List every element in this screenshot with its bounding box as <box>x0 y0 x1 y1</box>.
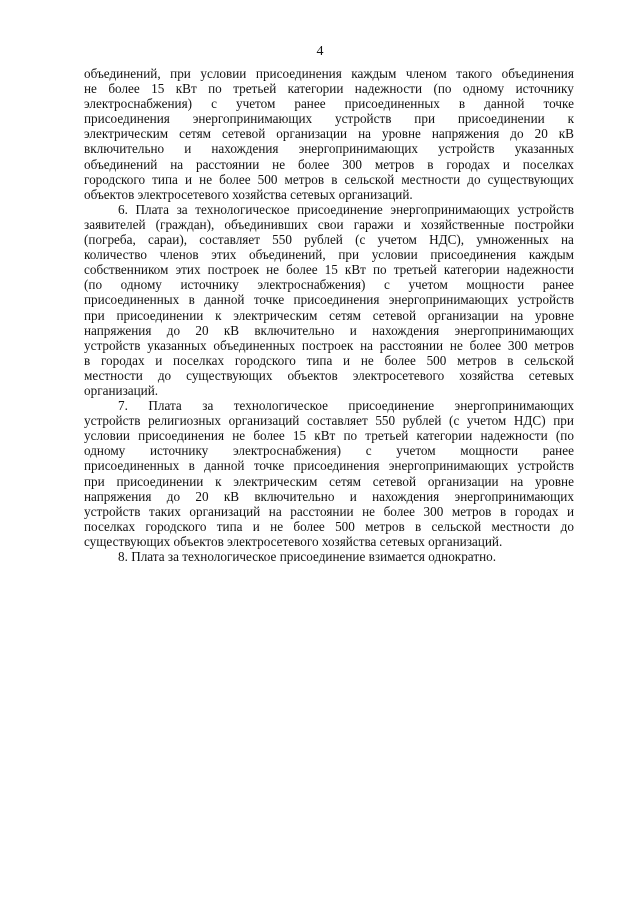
text-line: присоединенных в данной точке присоединения энергопринимающих устройств <box>84 292 574 308</box>
text-line: объединений, при условии присоединения каждым членом такого объединения <box>84 66 574 81</box>
text-line: существующих объектов электросетевого хозяйства сетевых организаций. <box>84 533 503 549</box>
text-line: собственником этих построек не более 15 кВт по третьей категории надежности <box>84 262 574 278</box>
text-line: 8. Плата за технологическое присоединение взимается однократно. <box>118 549 497 564</box>
text-line: не более 15 кВт по третьей категории надежности (по одному источнику <box>84 81 574 97</box>
page-number: 4 <box>316 44 324 59</box>
text-line: городского типа и не более 500 метров в сельской местности до существующих <box>84 171 574 187</box>
text-line: при присоединении к электрическим сетям сетевой организации на уровне <box>84 307 574 323</box>
text-line: заявителей (граждан), объединивших свои гаражи и хозяйственные постройки <box>84 216 574 232</box>
text-line: 6. Плата за технологическое присоединение энергопринимающих устройств <box>118 201 574 217</box>
document-body <box>84 66 574 564</box>
text-line: устройств указанных объединенных построек на расстоянии не более 300 метров <box>84 337 574 353</box>
text-line: присоединенных в данной точке присоединения энергопринимающих устройств <box>84 458 574 474</box>
text-line: объектов электросетевого хозяйства сетевых организаций. <box>84 186 413 202</box>
text-line: присоединения энергопринимающих устройств при присоединении к <box>84 111 574 127</box>
text-line: условии присоединения не более 15 кВт по третьей категории надежности (по <box>84 428 574 444</box>
text-line: устройств таких организаций на расстоянии не более 300 метров в городах и <box>84 503 574 519</box>
text-line: 7. Плата за технологическое присоединение энергопринимающих <box>118 398 574 414</box>
text-line: одному источнику электроснабжения) с учетом мощности ранее <box>84 443 574 459</box>
text-line: объединений на расстоянии не более 300 метров в городах и поселках <box>84 156 574 172</box>
text-line: напряжения до 20 кВ включительно и нахождения энергопринимающих <box>84 488 574 504</box>
text-line: в городах и поселках городского типа и не более 500 метров в сельской <box>84 352 574 368</box>
text-line: при присоединении к электрическим сетям сетевой организации на уровне <box>84 473 574 489</box>
text-line: устройств религиозных организаций составляет 550 рублей (с учетом НДС) при <box>84 413 574 429</box>
text-line: (погреба, сараи), составляет 550 рублей (с учетом НДС), умноженных на <box>84 232 574 248</box>
text-line: поселках городского типа и не более 500 метров в сельской местности до <box>84 518 574 534</box>
text-line: местности до существующих объектов электросетевого хозяйства сетевых <box>84 367 574 383</box>
text-line: электрическим сетям сетевой организации на уровне напряжения до 20 кВ <box>84 126 574 142</box>
text-line: включительно и нахождения энергопринимающих устройств указанных <box>84 141 574 157</box>
text-line: (по одному источнику электроснабжения) с учетом мощности ранее <box>84 277 574 293</box>
text-line: электроснабжения) с учетом ранее присоединенных в данной точке <box>84 96 574 112</box>
text-line: количество членов этих объединений, при условии присоединения каждым <box>84 247 574 263</box>
text-line: организаций. <box>84 382 159 398</box>
text-line: напряжения до 20 кВ включительно и нахождения энергопринимающих <box>84 322 574 338</box>
